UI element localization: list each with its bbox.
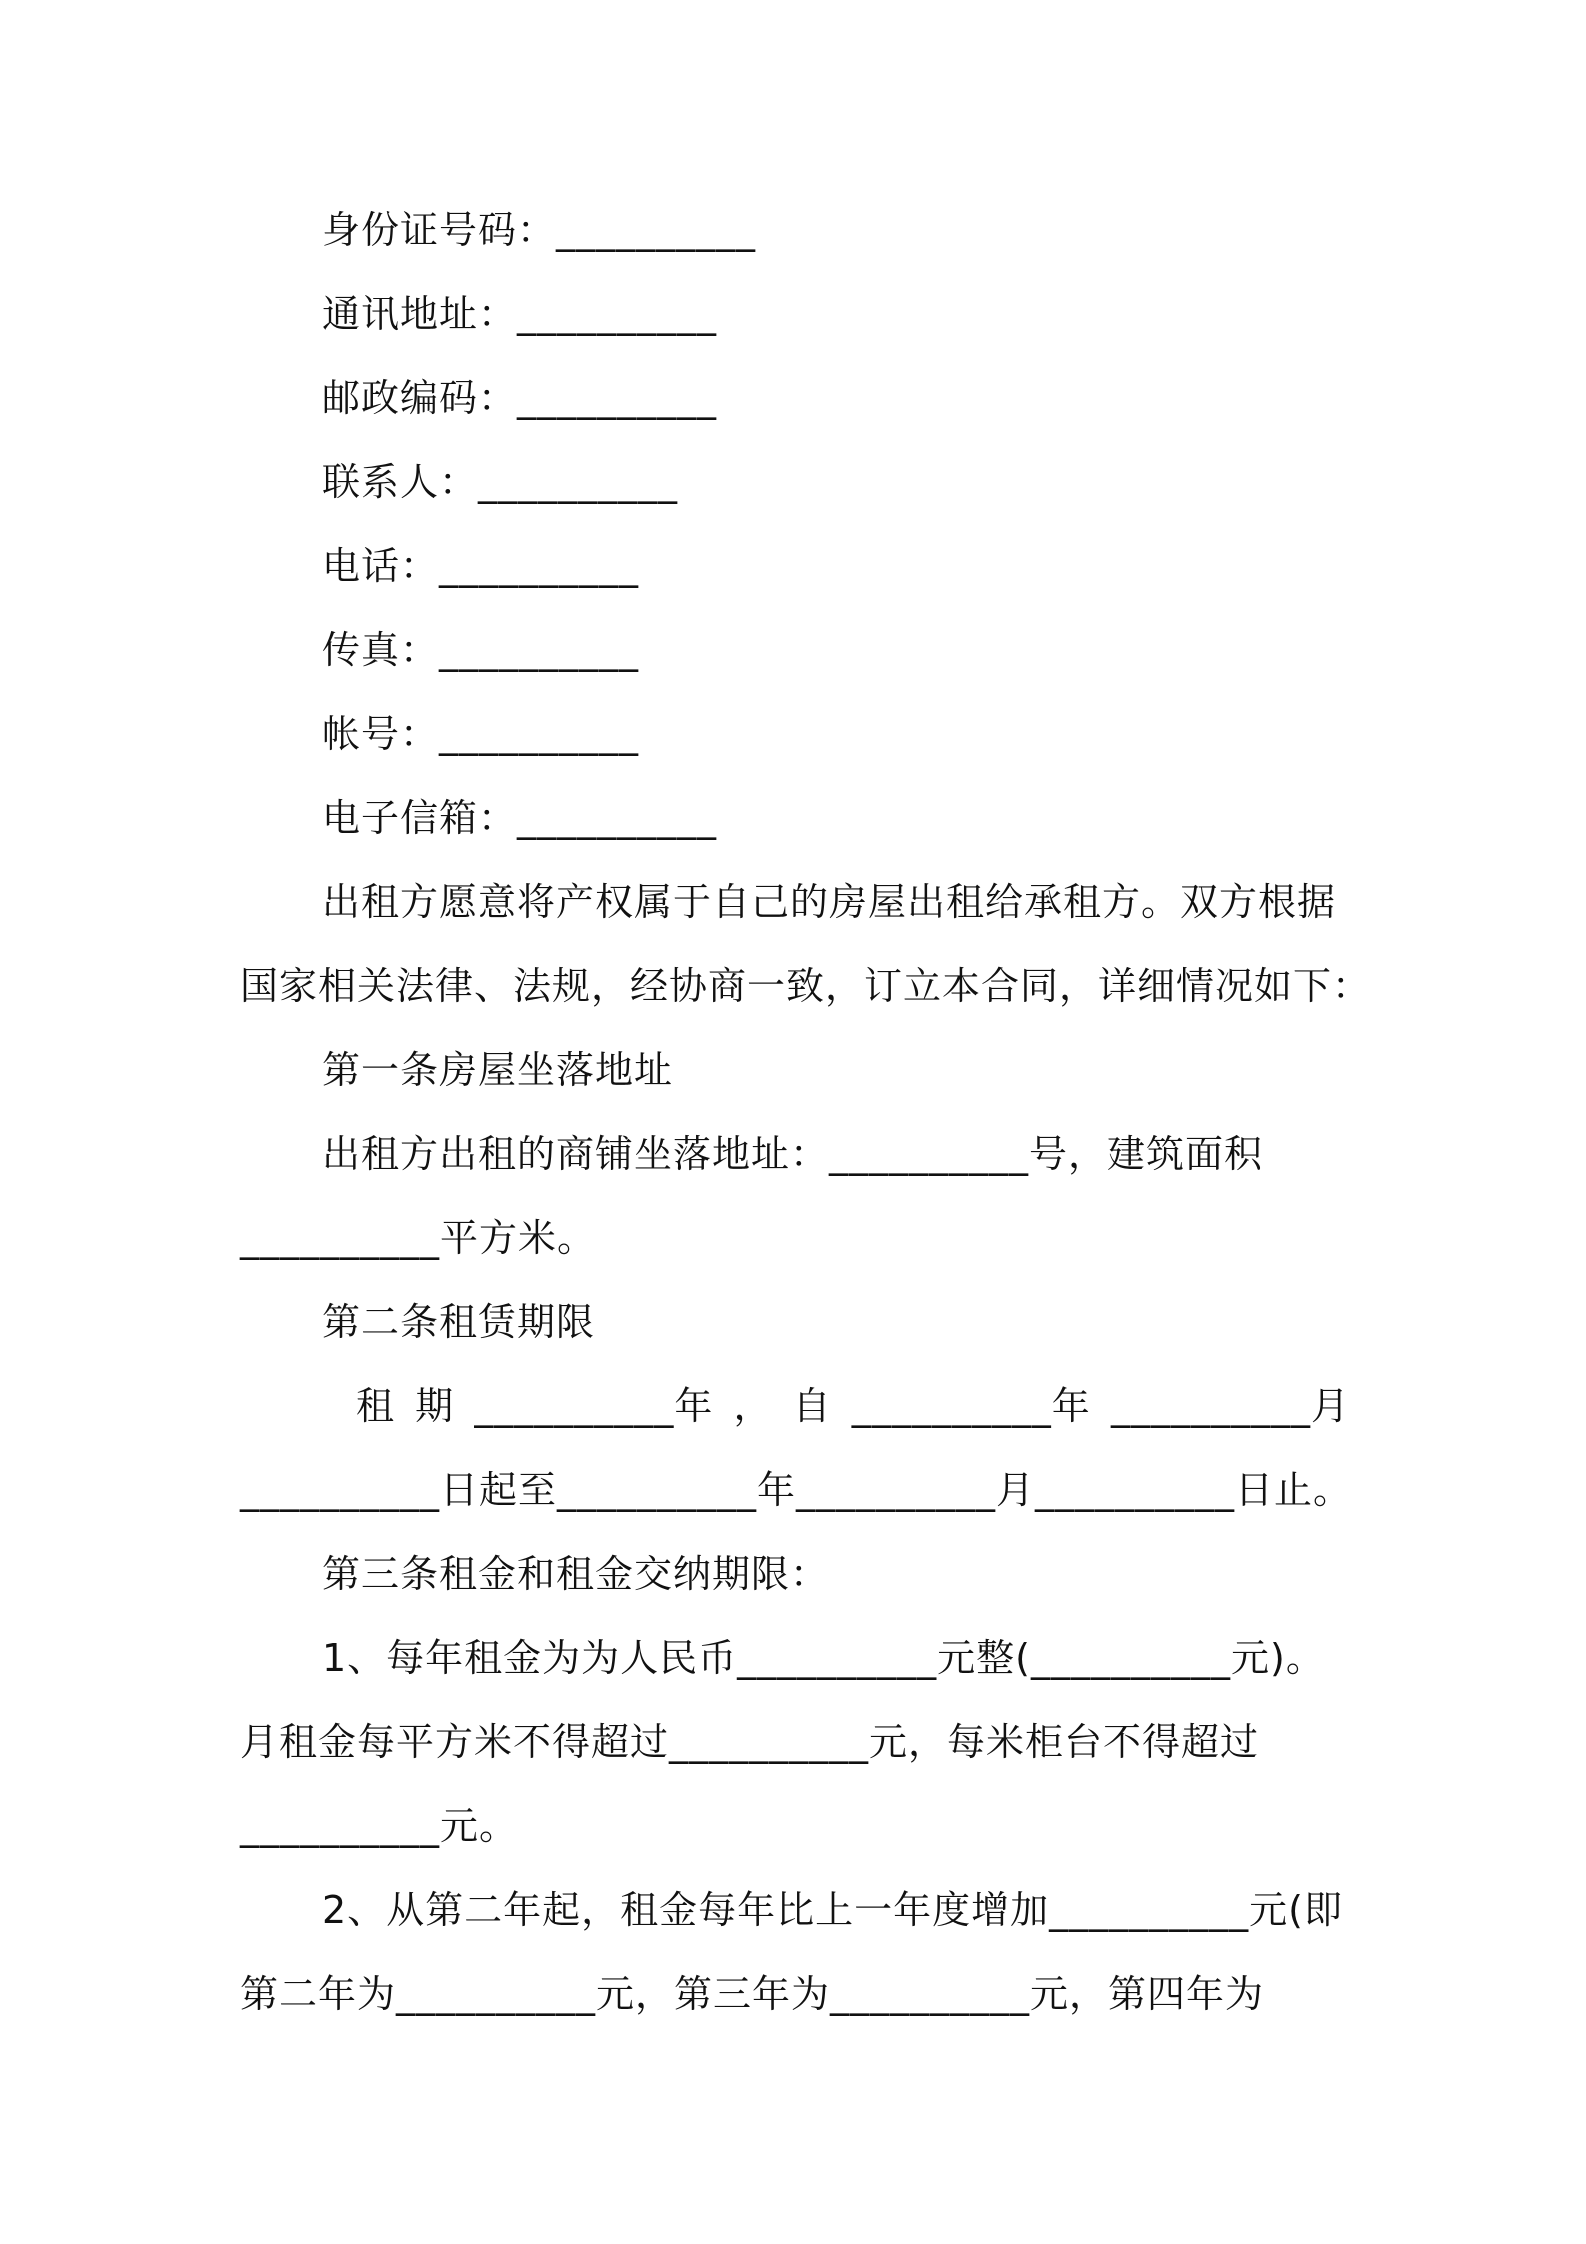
article-1-line-1: 出租方出租的商铺坐落地址：__________号，建筑面积 [322, 1132, 1264, 1176]
lease-term-part: __________年 [474, 1384, 714, 1428]
field-label: 邮政编码： [322, 376, 518, 420]
article-3-title: 第三条租金和租金交纳期限： [322, 1552, 830, 1596]
field-label: 身份证号码： [322, 208, 557, 252]
article-1-title: 第一条房屋坐落地址 [322, 1048, 674, 1092]
article-3-item-2-line-1: 2、从第二年起，租金每年比上一年度增加__________元(即 [322, 1888, 1344, 1932]
field-contact [322, 458, 1350, 506]
field-label: 电话： [322, 544, 440, 588]
field-blank: __________ [439, 628, 640, 672]
field-fax [322, 626, 1350, 674]
field-postcode [322, 374, 1350, 422]
field-label: 电子信箱： [322, 796, 518, 840]
field-label: 联系人： [322, 460, 479, 504]
lease-term-part: 自 [792, 1384, 832, 1428]
field-blank: __________ [439, 712, 640, 756]
article-3-item-2-line-2: 第二年为__________元，第三年为__________元，第四年为 [240, 1972, 1265, 2016]
article-3-item-1-line-3: __________元。 [240, 1804, 519, 1848]
field-blank: __________ [478, 460, 679, 504]
field-label: 传真： [322, 628, 440, 672]
field-blank: __________ [439, 544, 640, 588]
article-1-line-2: __________平方米。 [240, 1216, 597, 1260]
article-3-item-1-line-1: 1、每年租金为为人民币__________元整(__________元)。 [322, 1636, 1325, 1680]
field-blank: __________ [517, 376, 718, 420]
intro-line-1: 出租方愿意将产权属于自己的房屋出租给承租方。双方根据 [322, 880, 1337, 924]
lease-term-part: __________年 [851, 1384, 1091, 1428]
article-3-item-1-line-2: 月租金每平方米不得超过__________元，每米柜台不得超过 [240, 1720, 1260, 1764]
field-account [322, 710, 1350, 758]
lease-term-part: 期 [415, 1384, 455, 1428]
field-blank: __________ [517, 292, 718, 336]
field-blank: __________ [517, 796, 718, 840]
field-email [322, 794, 1350, 842]
field-blank: __________ [556, 208, 757, 252]
article-2-title: 第二条租赁期限 [322, 1300, 596, 1344]
field-address [322, 290, 1350, 338]
field-id-number [322, 206, 1350, 254]
article-2-line-2: __________日起至__________年__________月__________日止。 [240, 1468, 1353, 1512]
lease-term-part: ， [733, 1384, 773, 1428]
intro-line-2: 国家相关法律、法规，经协商一致，订立本合同，详细情况如下： [240, 964, 1372, 1008]
article-2-line-1 [356, 1382, 1350, 1430]
field-label: 通讯地址： [322, 292, 518, 336]
lease-term-part: 租 [356, 1384, 396, 1428]
field-label: 帐号： [322, 712, 440, 756]
field-phone [322, 542, 1350, 590]
lease-term-part: __________月 [1110, 1384, 1350, 1428]
